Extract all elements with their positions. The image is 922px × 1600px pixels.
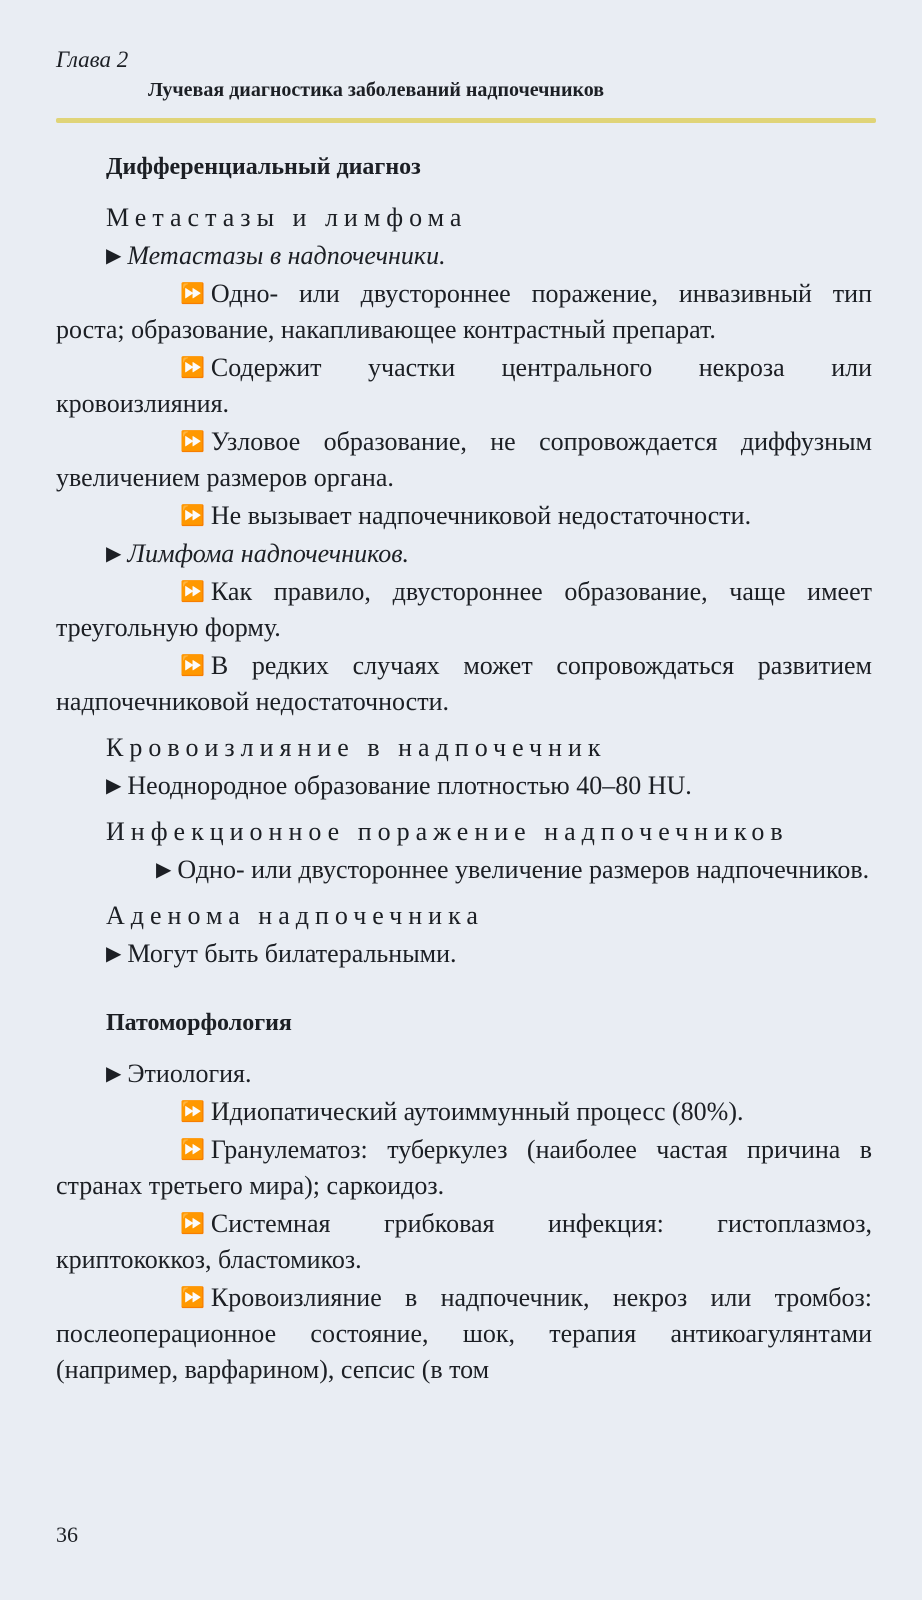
double-arrow-icon: ⏩	[180, 357, 205, 379]
subheading-metastases-lymphoma: Метастазы и лимфома	[106, 203, 468, 232]
sub-list-item-text: Системная грибковая инфекция: гистоплазмоз, криптококкоз, бластомикоз.	[56, 1209, 872, 1274]
page-number: 36	[56, 1522, 78, 1547]
list-item	[106, 768, 872, 804]
list-item-text: Лимфома надпочечников.	[127, 539, 410, 568]
list-item-text: Метастазы в надпочечники.	[127, 241, 446, 270]
bullet-icon: ▶	[106, 1063, 122, 1085]
double-arrow-icon: ⏩	[180, 505, 205, 527]
double-arrow-icon: ⏩	[180, 431, 205, 453]
sub-list-item-text: В редких случаях может сопровождаться развитием надпочечниковой недостаточности.	[56, 651, 872, 716]
sub-list-item-text: Узловое образование, не сопровождается диффузным увеличением размеров органа.	[56, 427, 872, 492]
list-item	[106, 936, 872, 972]
list-item	[106, 238, 872, 274]
sub-list-item	[56, 350, 872, 422]
double-arrow-icon: ⏩	[180, 1287, 205, 1309]
sub-list-item-text: Не вызывает надпочечниковой недостаточности.	[210, 501, 752, 530]
sub-list-item	[56, 498, 872, 534]
bullet-icon: ▶	[106, 775, 122, 797]
sub-list-item	[56, 1280, 872, 1388]
bullet-icon: ▶	[106, 245, 122, 267]
list-item-text: Этиология.	[127, 1059, 252, 1088]
double-arrow-icon: ⏩	[180, 655, 205, 677]
list-item-text: Могут быть билатеральными.	[127, 939, 457, 968]
bullet-icon: ▶	[156, 859, 172, 881]
header-rule	[56, 118, 876, 123]
double-arrow-icon: ⏩	[180, 1213, 205, 1235]
chapter-label: Глава 2	[56, 47, 129, 72]
double-arrow-icon: ⏩	[180, 283, 205, 305]
list-item-text: Одно- или двустороннее увеличение размеров надпочечников.	[177, 855, 870, 884]
sub-list-item	[56, 1094, 872, 1130]
subheading-infection: Инфекционное поражение надпочечников	[106, 817, 789, 846]
heading-differential-diagnosis: Дифференциальный диагноз	[106, 154, 421, 180]
sub-list-item	[56, 574, 872, 646]
list-item	[106, 1056, 872, 1092]
sub-list-item-text: Как правило, двустороннее образование, чаще имеет треугольную форму.	[56, 577, 872, 642]
list-item-text: Неоднородное образование плотностью 40–80 HU.	[127, 771, 692, 800]
heading-pathomorphology: Патоморфология	[106, 1010, 292, 1036]
subheading-adenoma: Аденома надпочечника	[106, 901, 484, 930]
sub-list-item-text: Идиопатический аутоиммунный процесс (80%).	[210, 1097, 744, 1126]
sub-list-item-text: Одно- или двустороннее поражение, инвазивный тип роста; образование, накапливающее контрастный препарат.	[56, 279, 872, 344]
running-title: Лучевая диагностика заболеваний надпочечников	[148, 79, 605, 101]
page-body	[56, 146, 872, 1388]
sub-list-item	[56, 648, 872, 720]
list-item	[106, 536, 872, 572]
bullet-icon: ▶	[106, 543, 122, 565]
running-header	[56, 46, 876, 104]
sub-list-item	[56, 276, 872, 348]
double-arrow-icon: ⏩	[180, 1139, 205, 1161]
bullet-icon: ▶	[106, 943, 122, 965]
sub-list-item	[56, 1132, 872, 1204]
sub-list-item-text: Кровоизлияние в надпочечник, некроз или тромбоз: послеоперационное состояние, шок, терапия антикоагулянтами (например, варфарином), сепсис (в том	[56, 1283, 872, 1384]
double-arrow-icon: ⏩	[180, 581, 205, 603]
sub-list-item-text: Содержит участки центрального некроза или кровоизлияния.	[56, 353, 872, 418]
subheading-hemorrhage: Кровоизлияние в надпочечник	[106, 733, 607, 762]
double-arrow-icon: ⏩	[180, 1101, 205, 1123]
sub-list-item	[56, 1206, 872, 1278]
list-item	[56, 852, 872, 888]
sub-list-item-text: Гранулематоз: туберкулез (наиболее частая причина в странах третьего мира); саркоидоз.	[56, 1135, 872, 1200]
sub-list-item	[56, 424, 872, 496]
